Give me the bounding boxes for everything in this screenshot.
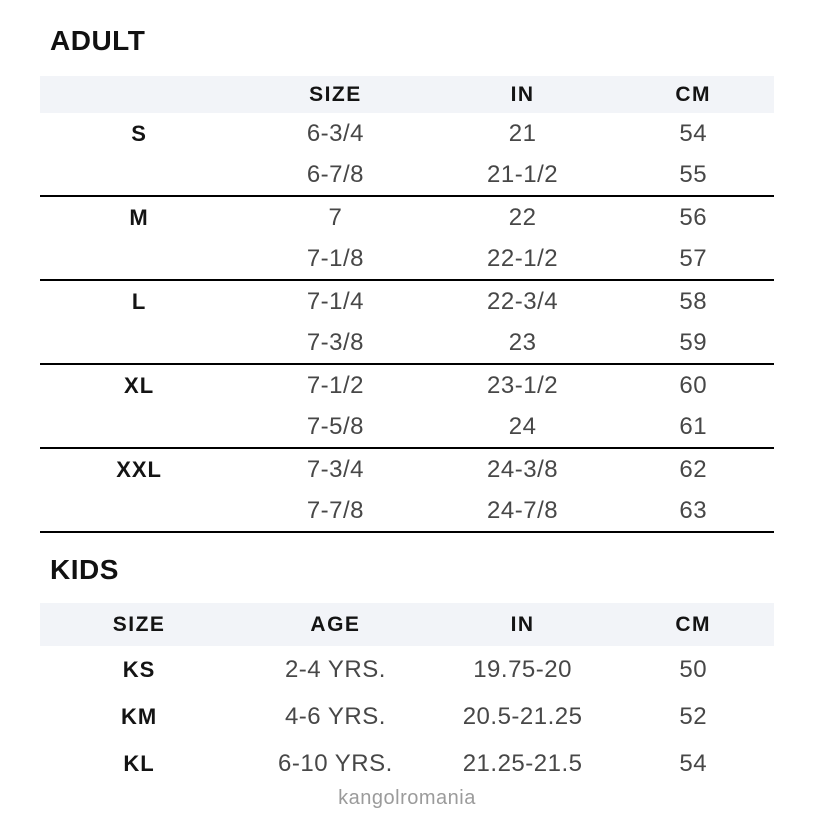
kids-header-cm: CM <box>675 612 712 636</box>
size-label: KM <box>120 703 158 729</box>
adult-group-s <box>40 113 774 197</box>
table-row <box>40 322 774 363</box>
hat-size-value: 7-1/2 <box>306 371 365 399</box>
age-value: 4-6 YRS. <box>284 702 386 730</box>
watermark-text: kangolromania <box>338 787 476 809</box>
cm-value: 55 <box>679 160 708 188</box>
table-row <box>40 238 774 279</box>
kids-header-in: IN <box>510 612 535 636</box>
inches-value: 23 <box>508 328 537 356</box>
inches-value: 24 <box>508 412 537 440</box>
cm-value: 54 <box>679 119 708 147</box>
table-row <box>40 113 774 154</box>
cm-value: 63 <box>679 496 708 524</box>
hat-size-value: 7-3/4 <box>306 455 365 483</box>
cm-value: 61 <box>679 412 708 440</box>
inches-value: 22-1/2 <box>487 244 559 272</box>
adult-group-l <box>40 281 774 365</box>
cm-value: 56 <box>679 203 708 231</box>
size-label: KS <box>122 656 156 682</box>
kids-table-header-row <box>40 603 774 646</box>
inches-value: 24-3/8 <box>487 455 559 483</box>
inches-value: 21 <box>508 119 537 147</box>
adult-header-in: IN <box>510 82 535 106</box>
hat-size-value: 7-1/8 <box>306 244 365 272</box>
age-value: 2-4 YRS. <box>284 655 386 683</box>
adult-header-cm: CM <box>675 82 712 106</box>
kids-header-size: SIZE <box>112 612 166 636</box>
hat-size-value: 6-3/4 <box>306 119 365 147</box>
adult-table-header-row <box>40 76 774 113</box>
adult-group-m <box>40 197 774 281</box>
inches-value: 24-7/8 <box>487 496 559 524</box>
cm-value: 62 <box>679 455 708 483</box>
inches-value: 22-3/4 <box>487 287 559 315</box>
adult-section-title: ADULT <box>50 25 146 56</box>
size-label: M <box>129 204 149 230</box>
table-row <box>40 406 774 447</box>
inches-value: 20.5-21.25 <box>462 702 583 730</box>
table-row <box>40 693 774 740</box>
adult-group-xl <box>40 365 774 449</box>
cm-value: 59 <box>679 328 708 356</box>
adult-header-size: SIZE <box>309 82 362 106</box>
inches-value: 19.75-20 <box>473 655 572 683</box>
hat-size-value: 7-1/4 <box>306 287 365 315</box>
table-row <box>40 281 774 322</box>
cm-value: 60 <box>679 371 708 399</box>
cm-value: 58 <box>679 287 708 315</box>
kids-section-title: KIDS <box>50 554 119 585</box>
hat-size-value: 7-7/8 <box>306 496 365 524</box>
inches-value: 21.25-21.5 <box>462 749 583 777</box>
hat-size-value: 6-7/8 <box>306 160 365 188</box>
cm-value: 52 <box>679 702 708 730</box>
hat-size-value: 7-5/8 <box>306 412 365 440</box>
age-value: 6-10 YRS. <box>278 749 393 777</box>
size-label: KL <box>123 750 155 776</box>
table-row <box>40 154 774 195</box>
cm-value: 50 <box>679 655 708 683</box>
table-row <box>40 365 774 406</box>
cm-value: 57 <box>679 244 708 272</box>
adult-group-xxl <box>40 449 774 533</box>
table-row <box>40 490 774 531</box>
hat-size-value: 7-3/8 <box>306 328 365 356</box>
kids-header-age: AGE <box>310 612 361 636</box>
inches-value: 22 <box>508 203 537 231</box>
table-row <box>40 646 774 693</box>
table-row <box>40 740 774 787</box>
inches-value: 21-1/2 <box>487 160 559 188</box>
size-label: XXL <box>116 456 162 482</box>
adult-size-table <box>40 76 774 533</box>
table-row <box>40 449 774 490</box>
size-label: XL <box>124 372 155 398</box>
inches-value: 23-1/2 <box>487 371 559 399</box>
kids-size-table <box>40 603 774 787</box>
hat-size-value: 7 <box>328 203 343 231</box>
cm-value: 54 <box>679 749 708 777</box>
size-label: S <box>131 120 147 146</box>
table-row <box>40 197 774 238</box>
size-label: L <box>131 288 147 314</box>
